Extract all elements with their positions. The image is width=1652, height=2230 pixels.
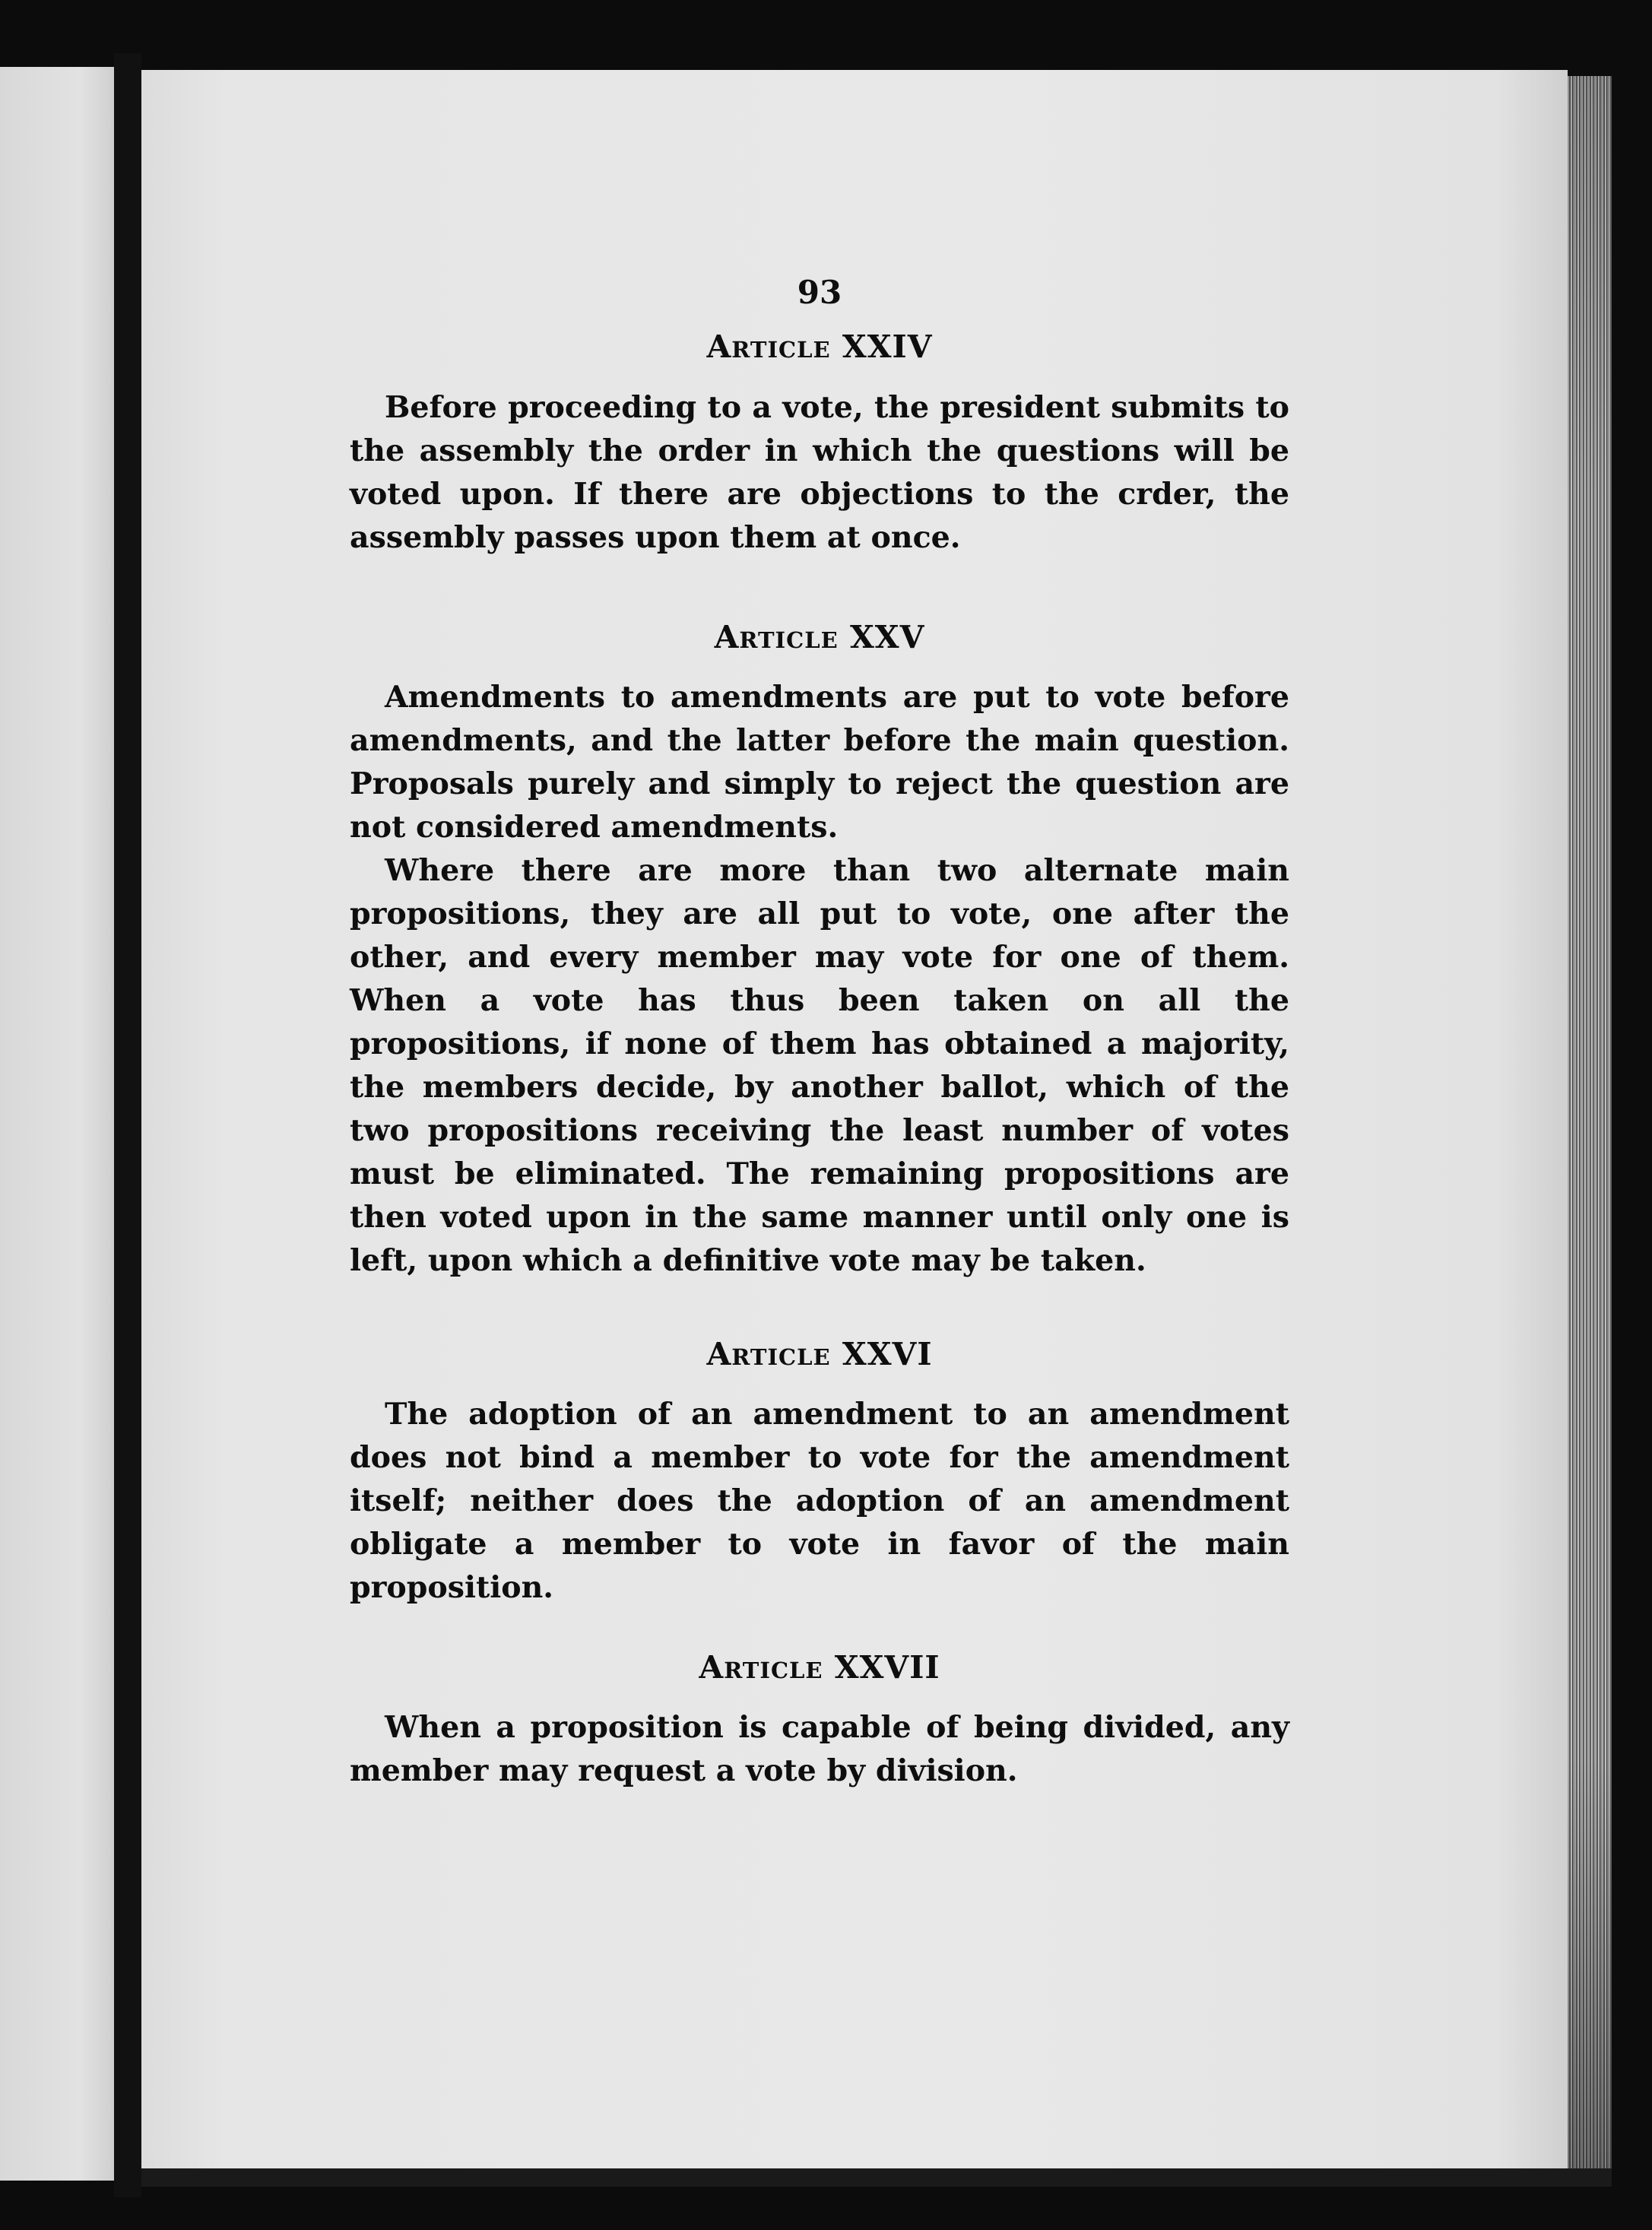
article-xxvii bbox=[350, 1649, 1289, 1793]
article-xxv bbox=[350, 619, 1289, 1283]
page-number: 93 bbox=[797, 274, 842, 311]
article-paragraph: Before proceeding to a vote, the president submits to the assembly the order in which the questions will be voted upon. If there are objections to the crder, the assembly passes upon them at once. bbox=[350, 389, 1289, 555]
article-heading-word: Article bbox=[706, 1335, 831, 1372]
article-heading-numeral: XXIV bbox=[842, 328, 933, 366]
article-heading bbox=[350, 1649, 1289, 1686]
article-heading bbox=[350, 1336, 1289, 1373]
article-xxiv bbox=[350, 328, 1289, 559]
article-heading bbox=[350, 328, 1289, 366]
article-heading-numeral: XXVII bbox=[834, 1648, 940, 1686]
article-paragraph: The adoption of an amendment to an amendment does not bind a member to vote for the amendment itself; neither does the adoption of an amendment obligate a member to vote in favor of the main proposition. bbox=[350, 1396, 1289, 1605]
facing-page-edge bbox=[0, 67, 114, 2181]
page-bottom-edge bbox=[141, 2168, 1612, 2187]
article-heading bbox=[350, 619, 1289, 656]
page-stack-shadow bbox=[1568, 76, 1612, 2182]
article-heading-word: Article bbox=[714, 618, 839, 655]
article-heading-numeral: XXVI bbox=[842, 1335, 933, 1372]
article-paragraph: Where there are more than two alternate main propositions, they are all put to vote, one after the other, and every member may vote for one of them. When a vote has thus been taken on all the propositions, if none of them has obtained a majority, the members decide, by another ballot, which of the two propositions receiving the least number of votes must be eliminated. The remaining propositions are then voted upon in the same manner until only one is left, upon which a definitive vote may be taken. bbox=[350, 852, 1289, 1278]
article-heading-numeral: XXV bbox=[849, 618, 925, 655]
page-text-block bbox=[350, 274, 1289, 1848]
article-heading-word: Article bbox=[699, 1648, 823, 1686]
book-gutter bbox=[114, 53, 141, 2197]
article-xxvi bbox=[350, 1336, 1289, 1610]
article-paragraph: When a proposition is capable of being divided, any member may request a vote by division. bbox=[350, 1710, 1289, 1789]
article-heading-word: Article bbox=[706, 328, 831, 366]
article-paragraph: Amendments to amendments are put to vote before amendments, and the latter before the main question. Proposals purely and simply to reject the question are not considered amendments. bbox=[350, 679, 1289, 845]
